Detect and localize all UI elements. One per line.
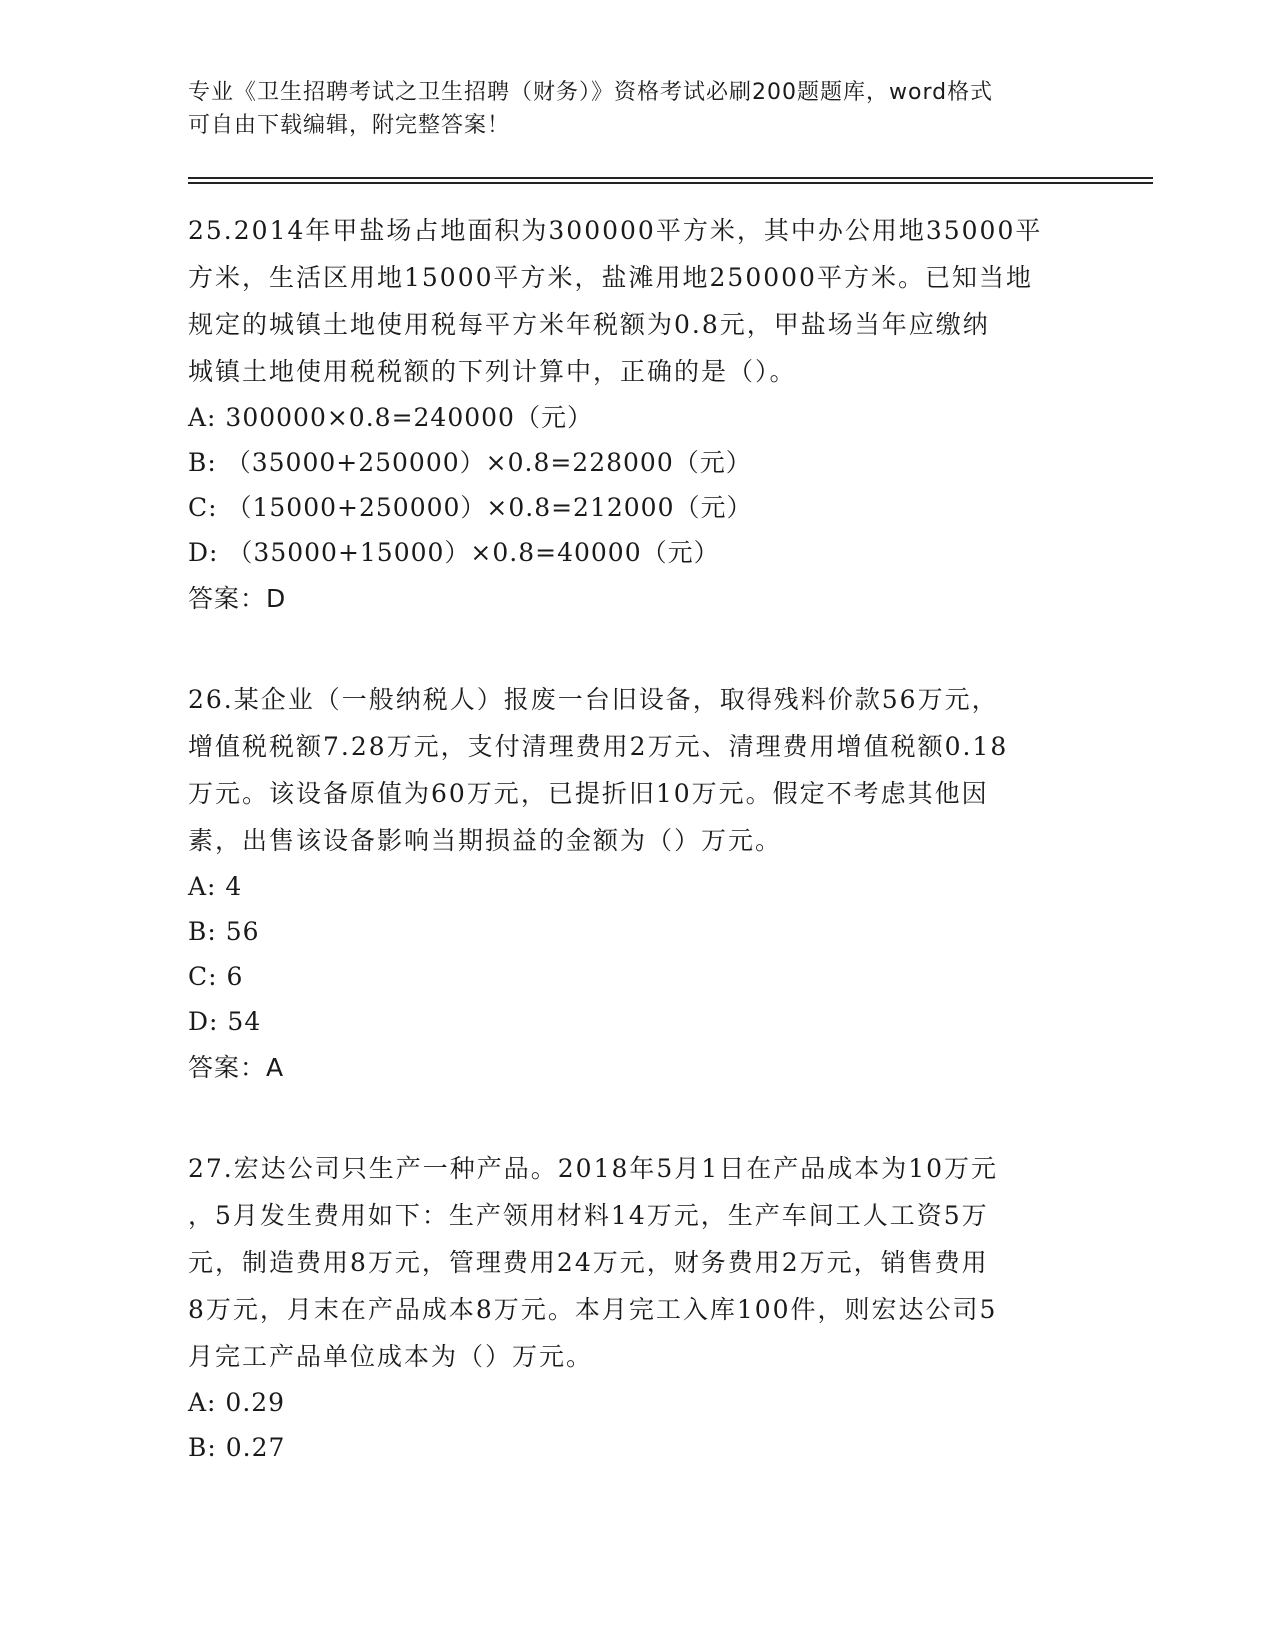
option-b: B: 0.27	[188, 1433, 286, 1462]
answer-line: 答案：D	[188, 584, 287, 613]
header-divider-top	[188, 177, 1153, 179]
question-spacer	[188, 1092, 1088, 1145]
option-a: A: 0.29	[188, 1388, 286, 1417]
question-text-line: 方米，生活区用地15000平方米，盐滩用地250000平方米。已知当地	[188, 263, 1033, 292]
header-divider-bottom	[188, 182, 1153, 184]
option-d: D: 54	[188, 1007, 262, 1036]
question-text-line: 25.2014年甲盐场占地面积为300000平方米，其中办公用地35000平	[188, 216, 1043, 245]
header-line-1: 专业《卫生招聘考试之卫生招聘（财务）》资格考试必刷200题题库，word格式	[188, 80, 994, 105]
option-c: C: （15000+250000）×0.8=212000（元）	[188, 493, 753, 522]
question-text-line: 万元。该设备原值为60万元，已提折旧10万元。假定不考虑其他因	[188, 779, 989, 808]
question-text-line: 8万元，月末在产品成本8万元。本月完工入库100件，则宏达公司5	[188, 1295, 998, 1324]
question-text-line: 增值税税额7.28万元，支付清理费用2万元、清理费用增值税额0.18	[188, 732, 1009, 761]
question-26	[188, 676, 1088, 1092]
header-line-2: 可自由下载编辑，附完整答案！	[188, 113, 511, 138]
question-text-line: 规定的城镇土地使用税每平方米年税额为0.8元，甲盐场当年应缴纳	[188, 310, 990, 339]
question-text-line: 26.某企业（一般纳税人）报废一台旧设备，取得残料价款56万元，	[188, 685, 999, 714]
question-text-line: 27.宏达公司只生产一种产品。2018年5月1日在产品成本为10万元	[188, 1154, 999, 1183]
option-d: D: （35000+15000）×0.8=40000（元）	[188, 538, 720, 567]
document-header	[188, 76, 1088, 142]
option-a: A: 4	[188, 872, 243, 901]
question-list	[188, 207, 1088, 1470]
option-b: B: 56	[188, 917, 260, 946]
question-text-line: 素，出售该设备影响当期损益的金额为（）万元。	[188, 826, 783, 855]
question-27	[188, 1145, 1088, 1470]
question-25	[188, 207, 1088, 623]
option-b: B: （35000+250000）×0.8=228000（元）	[188, 448, 752, 477]
option-a: A: 300000×0.8=240000（元）	[188, 403, 593, 432]
answer-line: 答案：A	[188, 1053, 285, 1082]
question-text-line: ，5月发生费用如下：生产领用材料14万元，生产车间工人工资5万	[188, 1201, 989, 1230]
question-text-line: 元，制造费用8万元，管理费用24万元，财务费用2万元，销售费用	[188, 1248, 989, 1277]
question-text-line: 城镇土地使用税税额的下列计算中，正确的是（）。	[188, 357, 797, 386]
question-text-line: 月完工产品单位成本为（）万元。	[188, 1342, 594, 1371]
question-spacer	[188, 623, 1088, 676]
option-c: C: 6	[188, 962, 244, 991]
